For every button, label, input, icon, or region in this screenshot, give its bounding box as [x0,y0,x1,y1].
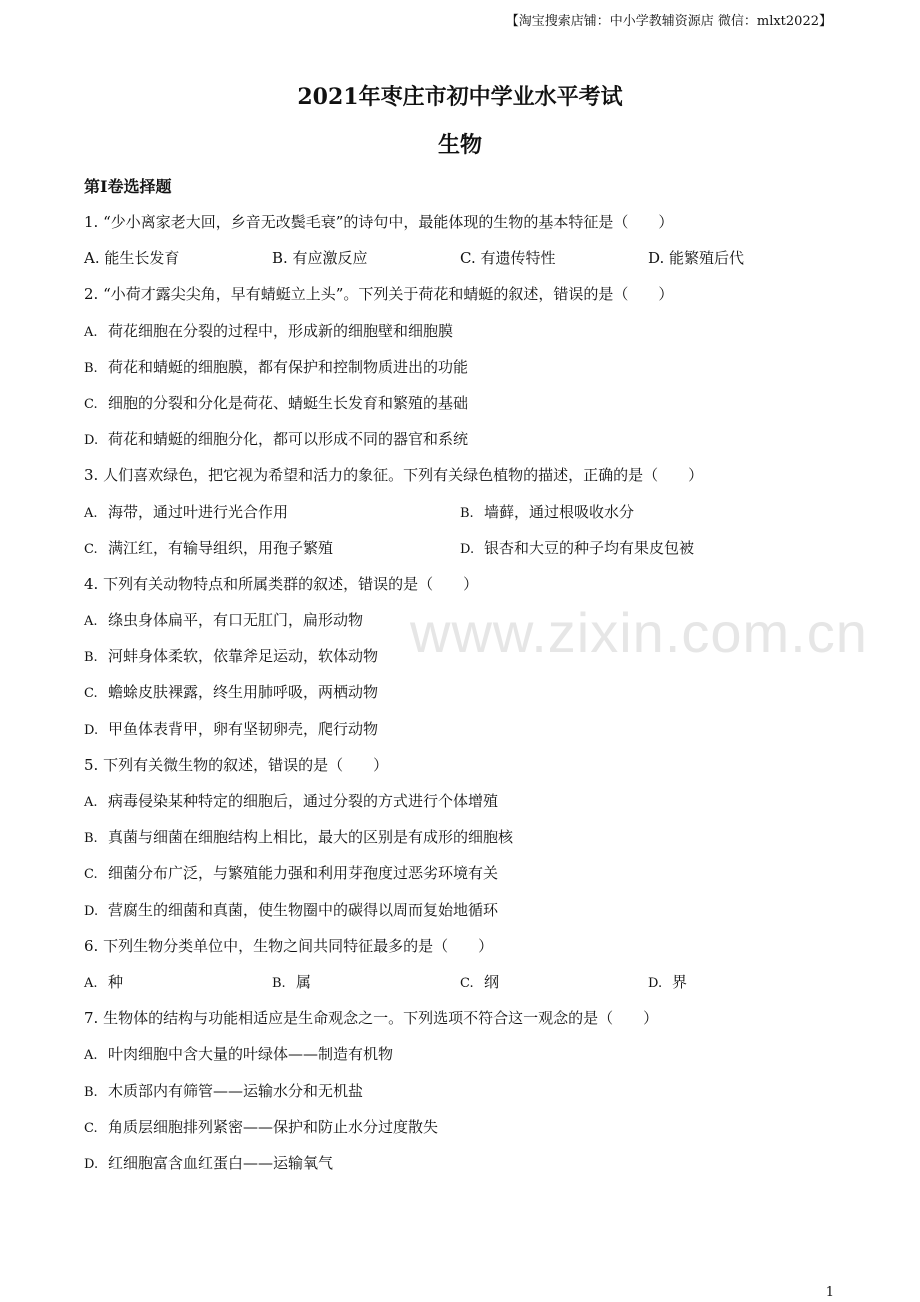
q6-option-b [272,964,311,1002]
option-text: 角质层细胞排列紧密——保护和防止水分过度散失 [108,1117,439,1136]
question-1-options [84,240,844,276]
q5-option-b [84,819,844,855]
option-letter: D. [84,903,99,919]
option-letter: C. [84,541,98,557]
question-2-stem: 2. “小荷才露尖尖角，早有蜻蜓立上头”。下列关于荷花和蜻蜓的叙述，错误的是（ ） [84,285,674,304]
option-letter: C. [84,396,98,412]
q4-option-a [84,602,844,638]
option-letter: A. [84,795,98,810]
q2-option-c [84,385,844,421]
option-letter: D. [648,975,663,991]
q1-option-a: A. 能生长发育 [84,249,180,268]
option-text: 界 [672,972,688,991]
option-text: 甲鱼体表背甲，卵有坚韧卵壳，爬行动物 [108,719,379,738]
option-text: 纲 [484,972,500,991]
q3-option-c [84,530,333,568]
question-list [84,204,844,1181]
option-letter: D. [84,722,99,738]
option-letter: D. [84,1156,99,1172]
question-6-stem: 6. 下列生物分类单位中，生物之间共同特征最多的是（ ） [84,936,494,955]
question-1-stem: 1. “少小离家老大回，乡音无改鬓毛衰”的诗句中，最能体现的生物的基本特征是（ ） [84,213,674,231]
page-number: 1 [825,1285,834,1300]
option-text: 木质部内有筛管——运输水分和无机盐 [108,1081,364,1100]
option-text: 银杏和大豆的种子均有果皮包被 [484,538,695,557]
option-text: 细菌分布广泛，与繁殖能力强和利用芽孢度过恶劣环境有关 [108,864,499,883]
q5-option-a [84,783,844,819]
question-7-stem: 7. 生物体的结构与功能相适应是生命观念之一。下列选项不符合这一观念的是（ ） [84,1009,659,1028]
option-text: 绦虫身体扁平，有口无肛门，扁形动物 [108,611,364,630]
q6-option-d [648,964,687,1002]
option-text: 红细胞富含血红蛋白——运输氧气 [108,1153,334,1172]
q3-option-d [460,530,694,568]
option-text: 真菌与细菌在细胞结构上相比，最大的区别是有成形的细胞核 [108,828,514,847]
option-letter: B. [84,831,98,847]
option-letter: C. [84,1120,98,1136]
option-text: 满江红，有输导组织，用孢子繁殖 [108,538,334,557]
q1-option-b: B. 有应激反应 [272,249,368,268]
q1-option-d: D. 能繁殖后代 [648,249,745,268]
q5-option-d [84,892,844,928]
q4-option-c [84,674,844,710]
q3-option-a [84,494,288,532]
option-text: 河蚌身体柔软，依靠斧足运动，软体动物 [108,647,379,666]
question-3-options-row-1 [84,494,844,530]
option-text: 病毒侵染某种特定的细胞后，通过分裂的方式进行个体增殖 [108,792,499,810]
watermark: www.zixin.com.cn [410,601,868,664]
q6-option-c [460,964,499,1002]
option-text: 蟾蜍皮肤裸露，终生用肺呼吸，两栖动物 [108,683,379,702]
option-text: 荷花和蜻蜓的细胞膜，都有保护和控制物质进出的功能 [108,357,469,376]
q6-option-a [84,964,123,1002]
q4-option-d [84,711,844,747]
option-letter: C. [460,975,474,991]
option-letter: B. [272,975,286,991]
header-note: 【淘宝搜索店铺：中小学教辅资源店 微信：mlxt2022】 [505,14,832,29]
option-letter: A. [84,975,98,991]
option-letter: D. [460,541,475,557]
option-text: 荷花细胞在分裂的过程中，形成新的细胞壁和细胞膜 [108,321,454,340]
option-letter: A. [84,614,98,630]
q1-option-c: C. 有遗传特性 [460,249,556,268]
q3-option-b [460,494,634,532]
option-letter: C. [84,867,98,883]
option-letter: B. [84,650,98,666]
q7-option-a [84,1036,844,1072]
option-text: 墙藓，通过根吸收水分 [484,502,635,521]
q7-option-c [84,1109,844,1145]
option-text: 海带，通过叶进行光合作用 [108,502,289,521]
question-3-options-row-2 [84,530,844,566]
option-letter: A. [84,505,98,521]
q2-option-b [84,349,844,385]
q5-option-c [84,855,844,891]
option-text: 属 [296,972,312,991]
exam-subject: 生物 [437,132,482,158]
q7-option-d [84,1145,844,1181]
option-text: 种 [108,972,124,991]
exam-title: 2021年枣庄市初中学业水平考试 [297,84,623,110]
question-3-stem: 3. 人们喜欢绿色，把它视为希望和活力的象征。下列有关绿色植物的描述，正确的是（ ） [84,466,704,485]
option-letter: D. [84,433,99,449]
question-4-stem: 4. 下列有关动物特点和所属类群的叙述，错误的是（ ） [84,574,479,593]
question-5-stem: 5. 下列有关微生物的叙述，错误的是（ ） [84,755,389,774]
option-text: 叶肉细胞中含大量的叶绿体——制造有机物 [108,1045,394,1064]
q4-option-b [84,638,844,674]
option-letter: B. [84,1084,98,1100]
q7-option-b [84,1073,844,1109]
option-letter: A. [84,1048,98,1064]
option-letter: B. [460,505,474,521]
q2-option-d [84,421,844,457]
option-letter: A. [84,324,98,340]
option-text: 营腐生的细菌和真菌，使生物圈中的碳得以周而复始地循环 [108,900,499,919]
option-text: 荷花和蜻蜓的细胞分化，都可以形成不同的器官和系统 [108,430,469,449]
option-letter: C. [84,686,98,702]
option-letter: B. [84,360,98,376]
section-heading: 第Ⅰ卷选择题 [84,177,172,196]
q2-option-a [84,313,844,349]
question-6-options [84,964,844,1000]
option-text: 细胞的分裂和分化是荷花、蜻蜓生长发育和繁殖的基础 [108,393,469,412]
